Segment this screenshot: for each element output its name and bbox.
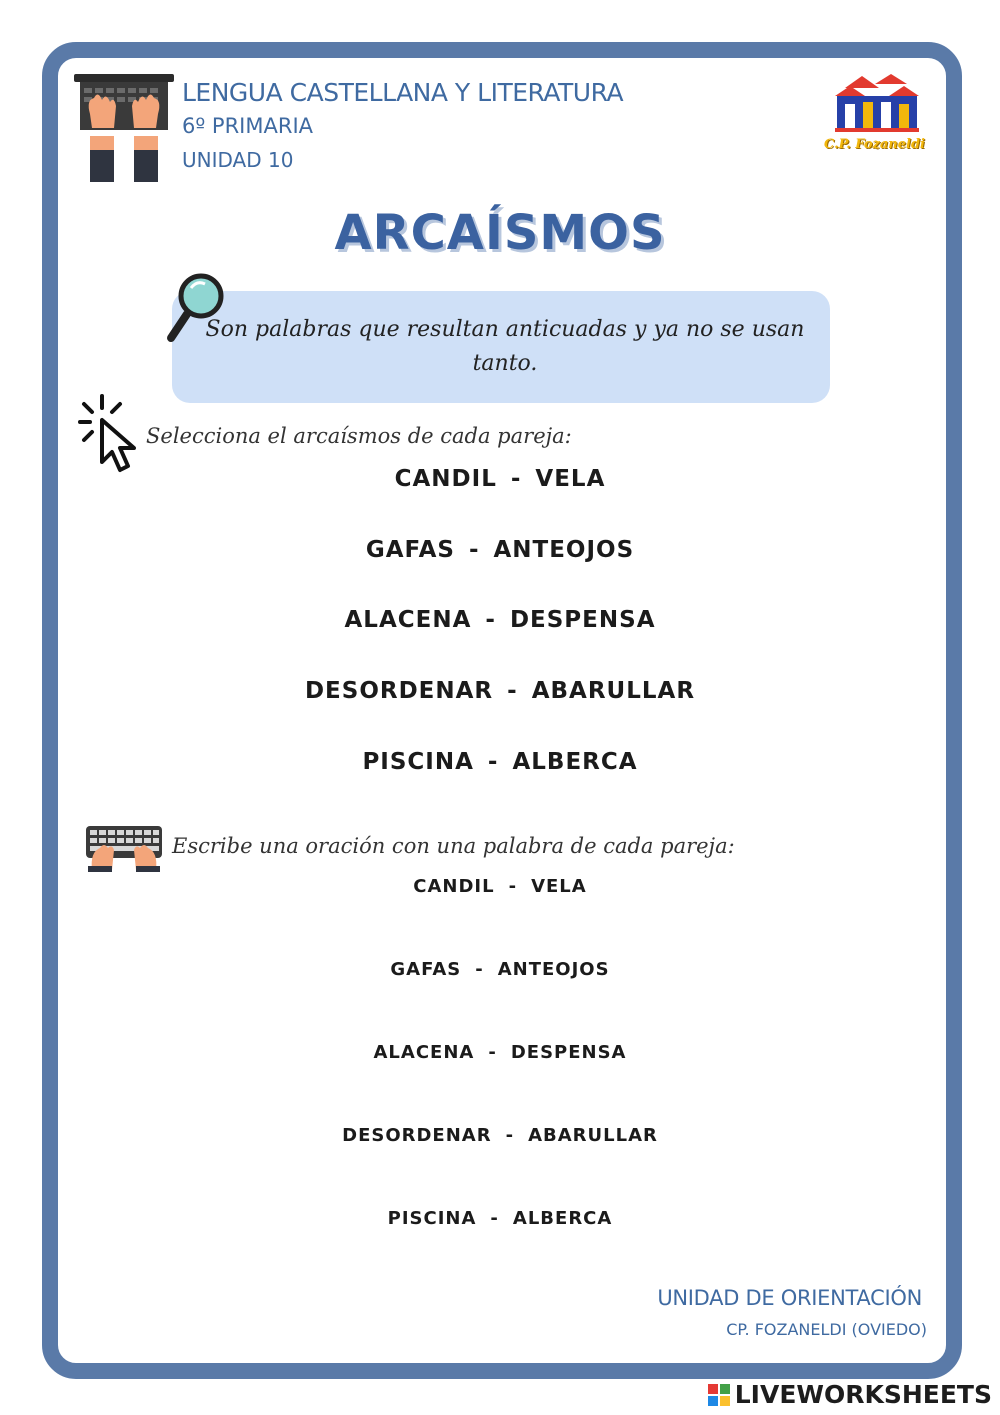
- pair-row: [0, 466, 1000, 492]
- pair-row: [0, 1042, 1000, 1063]
- pair-row: [0, 1125, 1000, 1146]
- pair-word: VELA: [531, 876, 587, 897]
- pair-row: [0, 1208, 1000, 1229]
- pair-option[interactable]: CANDIL: [394, 466, 497, 492]
- pair-word: DESORDENAR: [342, 1125, 492, 1146]
- pair-word: ALACENA: [373, 1042, 475, 1063]
- pair-option[interactable]: ABARULLAR: [531, 678, 696, 704]
- pair-option[interactable]: DESORDENAR: [304, 678, 494, 704]
- brand-text: LIVEWORKSHEETS: [734, 1380, 992, 1409]
- pair-separator: -: [490, 1208, 499, 1229]
- definition-text: Son palabras que resultan anticuadas y ya no se usan tanto.: [205, 317, 805, 376]
- grade-heading: 6º PRIMARIA: [182, 114, 314, 138]
- pair-option[interactable]: DESPENSA: [509, 607, 656, 633]
- pair-separator: -: [475, 959, 484, 980]
- write-instruction: Escribe una oración con una palabra de cada pareja:: [172, 834, 735, 858]
- pair-word: ALBERCA: [512, 1208, 613, 1229]
- liveworksheets-logo-icon: [707, 1383, 731, 1407]
- keyboard-hands-icon: [84, 822, 164, 872]
- pair-option[interactable]: GAFAS: [365, 537, 455, 563]
- pair-row: [0, 678, 1000, 704]
- pair-row: [0, 607, 1000, 633]
- pair-word: CANDIL: [413, 876, 495, 897]
- pair-separator: -: [510, 466, 522, 492]
- pair-option[interactable]: VELA: [535, 466, 606, 492]
- pair-word: ANTEOJOS: [497, 959, 610, 980]
- pair-row: [0, 876, 1000, 897]
- laptop-hands-icon: [68, 70, 180, 185]
- pair-separator: -: [505, 1125, 515, 1146]
- select-instruction: Selecciona el arcaísmos de cada pareja:: [146, 424, 572, 448]
- pair-word: PISCINA: [387, 1208, 477, 1229]
- pair-option[interactable]: ALACENA: [344, 607, 472, 633]
- pair-separator: -: [508, 876, 518, 897]
- school-logo-text: C.P. Fozaneldi: [823, 137, 925, 152]
- pair-option[interactable]: PISCINA: [362, 749, 474, 775]
- unit-heading: UNIDAD 10: [182, 148, 294, 172]
- pair-separator: -: [487, 749, 499, 775]
- pair-word: ABARULLAR: [528, 1125, 658, 1146]
- page-title: ARCAÍSMOS: [334, 205, 666, 261]
- liveworksheets-brand[interactable]: [707, 1380, 992, 1409]
- footer-unit: UNIDAD DE ORIENTACIÓN: [657, 1286, 922, 1310]
- cursor-click-icon: [76, 392, 142, 476]
- pair-row: [0, 537, 1000, 563]
- pair-separator: -: [507, 678, 518, 704]
- pair-word: GAFAS: [390, 959, 462, 980]
- pair-option[interactable]: ALBERCA: [512, 749, 638, 775]
- pair-row: [0, 749, 1000, 775]
- pair-separator: -: [468, 537, 480, 563]
- pair-row: [0, 959, 1000, 980]
- pair-separator: -: [485, 607, 496, 633]
- pair-word: DESPENSA: [510, 1042, 627, 1063]
- pair-separator: -: [488, 1042, 497, 1063]
- pair-option[interactable]: ANTEOJOS: [493, 537, 635, 563]
- subject-heading: LENGUA CASTELLANA Y LITERATURA: [182, 78, 624, 107]
- footer-school: CP. FOZANELDI (OVIEDO): [726, 1320, 927, 1339]
